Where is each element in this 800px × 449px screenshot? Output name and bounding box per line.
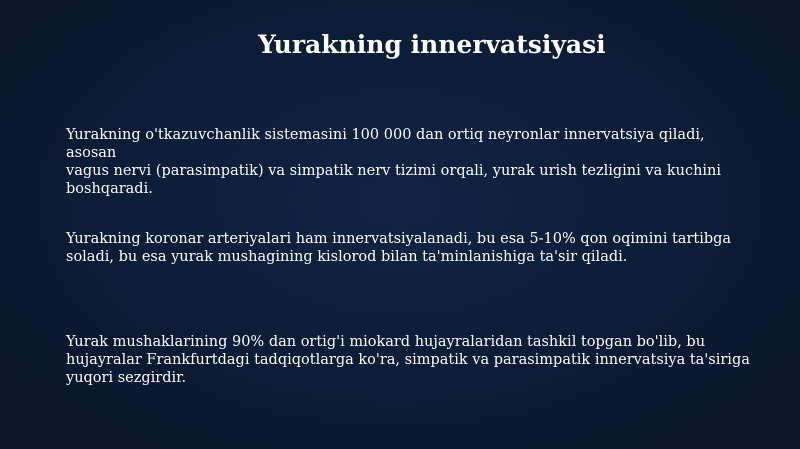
slide-title: Yurakning innervatsiyasi <box>258 30 606 59</box>
paragraph-coronary-arteries: Yurakning koronar arteriyalari ham innervatsiyalanadi, bu esa 5-10% qon oqimini tartibga soladi, bu esa yurak mushagining kislorod bilan ta'minlanishiga ta'sir qiladi. <box>66 231 732 265</box>
paragraph-conduction-system: Yurakning o'tkazuvchanlik sistemasini 100 000 dan ortiq neyronlar innervatsiya qiladi, asosan vagus nervi (parasimpatik) va simpatik nerv tizimi orqali, yurak urish tezligini va kuchini boshqaradi. <box>66 127 722 197</box>
paragraph-myocardium: Yurak mushaklarining 90% dan ortig'i miokard hujayralaridan tashkil topgan bo'lib, bu hujayralar Frankfurtdagi tadqiqotlarga ko'ra, simpatik va parasimpatik innervatsiya ta'siriga yuqori sezgirdir. <box>66 334 750 386</box>
